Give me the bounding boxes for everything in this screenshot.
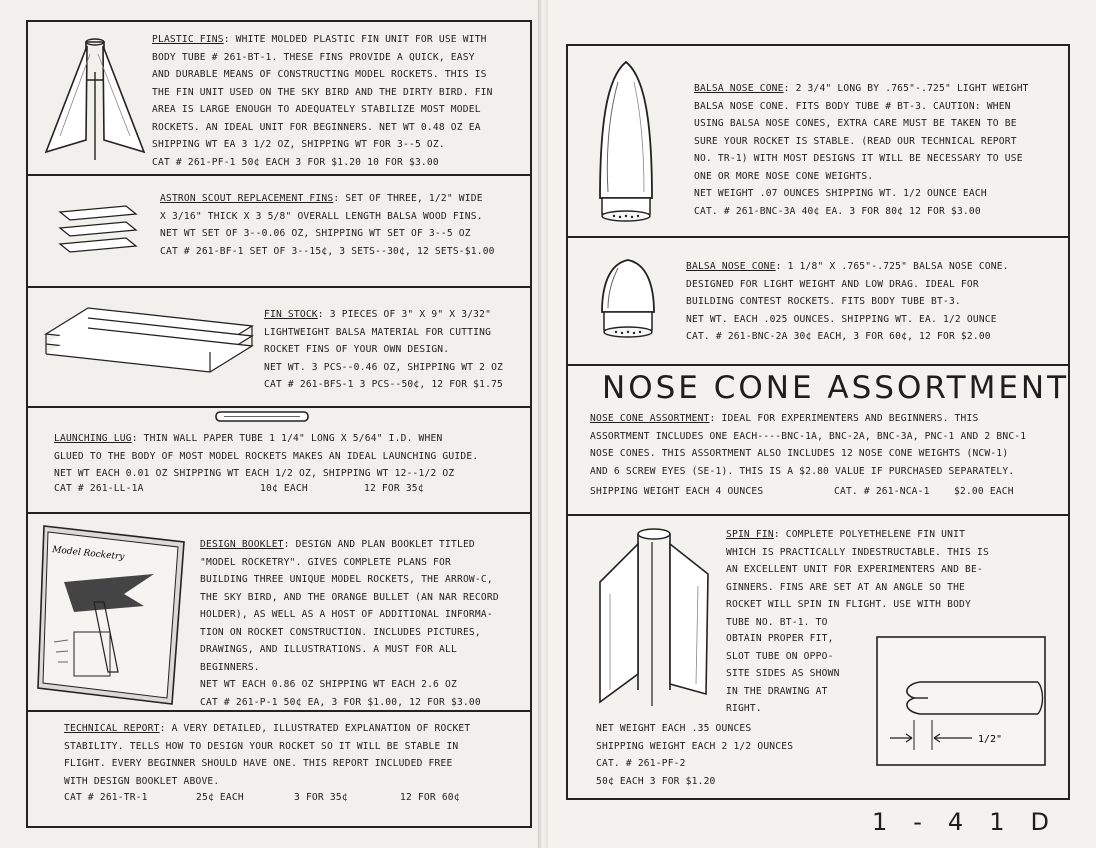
page-reference-mark: 1-41D	[872, 808, 1075, 836]
astron-scout-text: ASTRON SCOUT REPLACEMENT FINS: SET OF THREE, 1/2" WIDE X 3/16" THICK X 3 5/8" OVERALL LENGTH BALSA WOOD FINS. NET WT SET OF 3--0.06 OZ, SHIPPING WT SET OF 3--5 OZ CAT # 261-BF-1 SET OF 3--15¢, 3 SETS--30¢, 12 SETS-$1.00	[160, 193, 495, 257]
design-booklet-text: DESIGN BOOKLET: DESIGN AND PLAN BOOKLET TITLED "MODEL ROCKETRY". GIVES COMPLETE PLANS FOR BUILDING THREE UNIQUE MODEL ROCKETS, THE ARROW-C, THE SKY BIRD, AND THE ORANGE BULLET (AN NAR RECORD HOLDER), AS WELL AS A HOST OF ADDITIONAL INFORMA- TION ON ROCKET CONSTRUCTION. INCLUDES PICTURES, DRAWINGS, AND ILLUSTRATIONS. A MUST FOR ALL BEGINNERS. NET WT EACH 0.86 OZ SHIPPING WT EACH 2.6 OZ CAT # 261-P-1 50¢ EA, 3 FOR $1.00, 12 FOR $3.00	[200, 539, 499, 708]
technical-report-price12: 12 FOR 60¢	[400, 792, 460, 803]
astron-scout-title: ASTRON SCOUT REPLACEMENT FINS	[160, 193, 334, 204]
booklet-cover-title: Model Rocketry	[51, 545, 125, 563]
fin-stock-section	[28, 288, 530, 406]
launching-lug-section	[28, 408, 530, 512]
design-booklet-section	[28, 514, 530, 710]
fin-stock-illustration	[40, 304, 256, 396]
launching-lug-body: THIN WALL PAPER TUBE 1 1/4" LONG X 5/64" I.D. WHEN GLUED TO THE BODY OF MOST MODEL ROCKETS MAKES AN IDEAL LAUNCHING GUIDE. NET WT EACH 0.01 OZ SHIPPING WT EACH 1/2 OZ, SHIPPING WT 12--1/2 OZ	[54, 433, 479, 479]
spin-fin-body-continued: OBTAIN PROPER FIT, SLOT TUBE ON OPPO- SITE SIDES AS SHOWN IN THE DRAWING AT RIGHT.	[726, 633, 840, 714]
balsa-nose-cone-2a-section	[568, 238, 1068, 364]
spin-fin-section	[568, 516, 1068, 798]
spin-fin-body: COMPLETE POLYETHELENE FIN UNIT WHICH IS PRACTICALLY INDESTRUCTABLE. THIS IS AN EXCELLENT UNIT FOR EXPERIMENTERS AND BE- GINNERS. FINS ARE SET AT AN ANGLE SO THE ROCKET WILL SPIN IN FLIGHT. USE WITH BODY TUBE NO. BT-1. TO	[726, 529, 989, 628]
fin-stock-body: 3 PIECES OF 3" X 9" X 3/32" LIGHTWEIGHT BALSA MATERIAL FOR CUTTING ROCKET FINS OF YOUR OWN DESIGN. NET WT. 3 PCS--0.46 OZ, SHIPPING WT 2 OZ CAT # 261-BFS-1 3 PCS--50¢, 12 FOR $1.75	[264, 309, 504, 390]
astron-scout-fins-section	[28, 176, 530, 286]
technical-report-text: TECHNICAL REPORT: A VERY DETAILED, ILLUSTRATED EXPLANATION OF ROCKET STABILITY. TELLS HOW TO DESIGN YOUR ROCKET SO IT WILL BE STABLE IN FLIGHT. EVERY BEGINNER SHOULD HAVE ONE. THIS REPORT INCLUDED FREE WITH DESIGN BOOKLET ABOVE.	[64, 723, 471, 787]
balsa-cone-3a-title: BALSA NOSE CONE	[694, 83, 784, 94]
balsa-cone-3a-body: 2 3/4" LONG BY .765"-.725" LIGHT WEIGHT BALSA NOSE CONE. FITS BODY TUBE # BT-3. CAUTION: WHEN USING BALSA NOSE CONES, EXTRA CARE MUST BE TAKEN TO BE SURE YOUR ROCKET IS STABLE. (READ OUR TECHNICAL REPORT NO. TR-1) WITH MOST DESIGNS IT WILL BE NECESSARY TO USE ONE OR MORE NOSE CONE WEIGHTS. NET WEIGHT .07 OUNCES SHIPPING WT. 1/2 OUNCE EACH CAT. # 261-BNC-3A 40¢ EA. 3 FOR 80¢ 12 FOR $3.00	[694, 83, 1029, 217]
launching-lug-cat: CAT # 261-LL-1A	[54, 483, 144, 494]
balsa-nose-cone-3a-section	[568, 46, 1068, 234]
plastic-fins-section	[28, 22, 530, 174]
design-booklet-title: DESIGN BOOKLET	[200, 539, 284, 550]
right-product-box	[566, 44, 1070, 800]
balsa-cone-2a-body: 1 1/8" X .765"-.725" BALSA NOSE CONE. DESIGNED FOR LIGHT WEIGHT AND LOW DRAG. IDEAL FOR BUILDING CONTEST ROCKETS. FITS BODY TUBE BT-3. NET WT. EACH .025 OUNCES. SHIPPING WT. EA. 1/2 OUNCE CAT. # 261-BNC-2A 30¢ EACH, 3 FOR 60¢, 12 FOR $2.00	[686, 261, 1009, 342]
nose-cone-assortment-section	[568, 366, 1068, 514]
balsa-fins-illustration	[56, 204, 140, 260]
launch-lug-illustration	[214, 410, 310, 424]
technical-report-price: 25¢ EACH	[196, 792, 244, 803]
astron-scout-body: SET OF THREE, 1/2" WIDE X 3/16" THICK X 3 5/8" OVERALL LENGTH BALSA WOOD FINS. NET WT SET OF 3--0.06 OZ, SHIPPING WT SET OF 3--5 OZ CAT # 261-BF-1 SET OF 3--15¢, 3 SETS--30¢, 12 SETS-$1.00	[160, 193, 495, 257]
technical-report-price3: 3 FOR 35¢	[294, 792, 348, 803]
launching-lug-price12: 12 FOR 35¢	[364, 483, 424, 494]
launching-lug-text: LAUNCHING LUG: THIN WALL PAPER TUBE 1 1/4" LONG X 5/64" I.D. WHEN GLUED TO THE BODY OF MOST MODEL ROCKETS MAKES AN IDEAL LAUNCHING GUIDE. NET WT EACH 0.01 OZ SHIPPING WT EACH 1/2 OZ, SHIPPING WT 12--1/2 OZ	[54, 433, 479, 479]
technical-report-body: A VERY DETAILED, ILLUSTRATED EXPLANATION OF ROCKET STABILITY. TELLS HOW TO DESIGN YOUR ROCKET SO IT WILL BE STABLE IN FLIGHT. EVERY BEGINNER SHOULD HAVE ONE. THIS REPORT INCLUDED FREE WITH DESIGN BOOKLET ABOVE.	[64, 723, 471, 787]
balsa-cone-2a-title: BALSA NOSE CONE	[686, 261, 776, 272]
fin-stock-text: FIN STOCK: 3 PIECES OF 3" X 9" X 3/32" LIGHTWEIGHT BALSA MATERIAL FOR CUTTING ROCKET FINS OF YOUR OWN DESIGN. NET WT. 3 PCS--0.46 OZ, SHIPPING WT 2 OZ CAT # 261-BFS-1 3 PCS--50¢, 12 FOR $1.75	[264, 309, 504, 390]
plastic-fins-body: WHITE MOLDED PLASTIC FIN UNIT FOR USE WITH BODY TUBE # 261-BT-1. THESE FINS PROVIDE A QUICK, EASY AND DURABLE MEANS OF CONSTRUCTING MODEL ROCKETS. THIS IS THE FIN UNIT USED ON THE SKY BIRD AND THE DIRTY BIRD. FIN AREA IS LARGE ENOUGH TO ADEQUATELY STABILIZE MOST MODEL ROCKETS. AN IDEAL UNIT FOR BEGINNERS. NET WT 0.48 OZ EA SHIPPING WT EA 3 1/2 OZ, SHIPPING WT FOR 3--5 OZ. CAT # 261-PF-1 50¢ EACH 3 FOR $1.20 10 FOR $3.00	[152, 34, 493, 168]
launching-lug-title: LAUNCHING LUG	[54, 433, 132, 444]
technical-report-title: TECHNICAL REPORT	[64, 723, 160, 734]
long-nose-cone-illustration	[594, 58, 658, 226]
tube-slot-diagram	[876, 636, 1046, 766]
slot-width-label: 1/2"	[978, 734, 1003, 745]
assortment-title: NOSE CONE ASSORTMENT	[590, 413, 710, 424]
assortment-body: IDEAL FOR EXPERIMENTERS AND BEGINNERS. THIS ASSORTMENT INCLUDES ONE EACH----BNC-1A, BNC-2A, BNC-3A, PNC-1 AND 2 BNC-1 NOSE CONES. THIS ASSORTMENT ALSO INCLUDES 12 NOSE CONE WEIGHTS (NCW-1) AND 6 SCREW EYES (SE-1). THIS IS A $2.80 VALUE IF PURCHASED SEPARATELY.	[590, 413, 1027, 477]
technical-report-cat: CAT # 261-TR-1	[64, 792, 148, 803]
booklet-cover-illustration	[34, 522, 194, 708]
design-booklet-body: DESIGN AND PLAN BOOKLET TITLED "MODEL ROCKETRY". GIVES COMPLETE PLANS FOR BUILDING THREE UNIQUE MODEL ROCKETS, THE ARROW-C, THE SKY BIRD, AND THE ORANGE BULLET (AN NAR RECORD HOLDER), AS WELL AS A HOST OF ADDITIONAL INFORMA- TION ON ROCKET CONSTRUCTION. INCLUDES PICTURES, DRAWINGS, AND ILLUSTRATIONS. A MUST FOR ALL BEGINNERS. NET WT EACH 0.86 OZ SHIPPING WT EACH 2.6 OZ CAT # 261-P-1 50¢ EA, 3 FOR $1.00, 12 FOR $3.00	[200, 539, 499, 708]
plastic-fins-illustration	[40, 32, 150, 164]
balsa-cone-3a-text: BALSA NOSE CONE: 2 3/4" LONG BY .765"-.725" LIGHT WEIGHT BALSA NOSE CONE. FITS BODY TUBE # BT-3. CAUTION: WHEN USING BALSA NOSE CONES, EXTRA CARE MUST BE TAKEN TO BE SURE YOUR ROCKET IS STABLE. (READ OUR TECHNICAL REPORT NO. TR-1) WITH MOST DESIGNS IT WILL BE NECESSARY TO USE ONE OR MORE NOSE CONE WEIGHTS. NET WEIGHT .07 OUNCES SHIPPING WT. 1/2 OUNCE EACH CAT. # 261-BNC-3A 40¢ EA. 3 FOR 80¢ 12 FOR $3.00	[694, 83, 1029, 217]
plastic-fins-title: PLASTIC FINS	[152, 34, 224, 45]
plastic-fins-text: PLASTIC FINS: WHITE MOLDED PLASTIC FIN UNIT FOR USE WITH BODY TUBE # 261-BT-1. THESE FINS PROVIDE A QUICK, EASY AND DURABLE MEANS OF CONSTRUCTING MODEL ROCKETS. THIS IS THE FIN UNIT USED ON THE SKY BIRD AND THE DIRTY BIRD. FIN AREA IS LARGE ENOUGH TO ADEQUATELY STABILIZE MOST MODEL ROCKETS. AN IDEAL UNIT FOR BEGINNERS. NET WT 0.48 OZ EA SHIPPING WT EA 3 1/2 OZ, SHIPPING WT FOR 3--5 OZ. CAT # 261-PF-1 50¢ EACH 3 FOR $1.20 10 FOR $3.00	[152, 34, 493, 168]
assortment-cat: CAT. # 261-NCA-1	[834, 486, 930, 497]
balsa-cone-2a-text: BALSA NOSE CONE: 1 1/8" X .765"-.725" BALSA NOSE CONE. DESIGNED FOR LIGHT WEIGHT AND LOW DRAG. IDEAL FOR BUILDING CONTEST ROCKETS. FITS BODY TUBE BT-3. NET WT. EACH .025 OUNCES. SHIPPING WT. EA. 1/2 OUNCE CAT. # 261-BNC-2A 30¢ EACH, 3 FOR 60¢, 12 FOR $2.00	[686, 261, 1009, 342]
spin-fin-illustration	[594, 524, 714, 720]
launching-lug-price: 10¢ EACH	[260, 483, 308, 494]
spin-fin-text: SPIN FIN: COMPLETE POLYETHELENE FIN UNIT WHICH IS PRACTICALLY INDESTRUCTABLE. THIS IS AN EXCELLENT UNIT FOR EXPERIMENTERS AND BE- GINNERS. FINS ARE SET AT AN ANGLE SO THE ROCKET WILL SPIN IN FLIGHT. USE WITH BODY TUBE NO. BT-1. TO	[726, 529, 989, 628]
spin-fin-title: SPIN FIN	[726, 529, 774, 540]
assortment-text: NOSE CONE ASSORTMENT: IDEAL FOR EXPERIMENTERS AND BEGINNERS. THIS ASSORTMENT INCLUDES ONE EACH----BNC-1A, BNC-2A, BNC-3A, PNC-1 AND 2 BNC-1 NOSE CONES. THIS ASSORTMENT ALSO INCLUDES 12 NOSE CONE WEIGHTS (NCW-1) AND 6 SCREW EYES (SE-1). THIS IS A $2.80 VALUE IF PURCHASED SEPARATELY.	[590, 413, 1027, 477]
assortment-heading: NOSE CONE ASSORTMENT	[602, 370, 1070, 406]
assortment-shipping: SHIPPING WEIGHT EACH 4 OUNCES	[590, 486, 764, 497]
left-product-box	[26, 20, 532, 828]
technical-report-section	[28, 712, 530, 828]
short-nose-cone-illustration	[596, 254, 660, 346]
spin-fin-footer: NET WEIGHT EACH .35 OUNCES SHIPPING WEIGHT EACH 2 1/2 OUNCES CAT. # 261-PF-2 50¢ EACH 3 FOR $1.20	[596, 723, 794, 787]
fin-stock-title: FIN STOCK	[264, 309, 318, 320]
assortment-price: $2.00 EACH	[954, 486, 1014, 497]
